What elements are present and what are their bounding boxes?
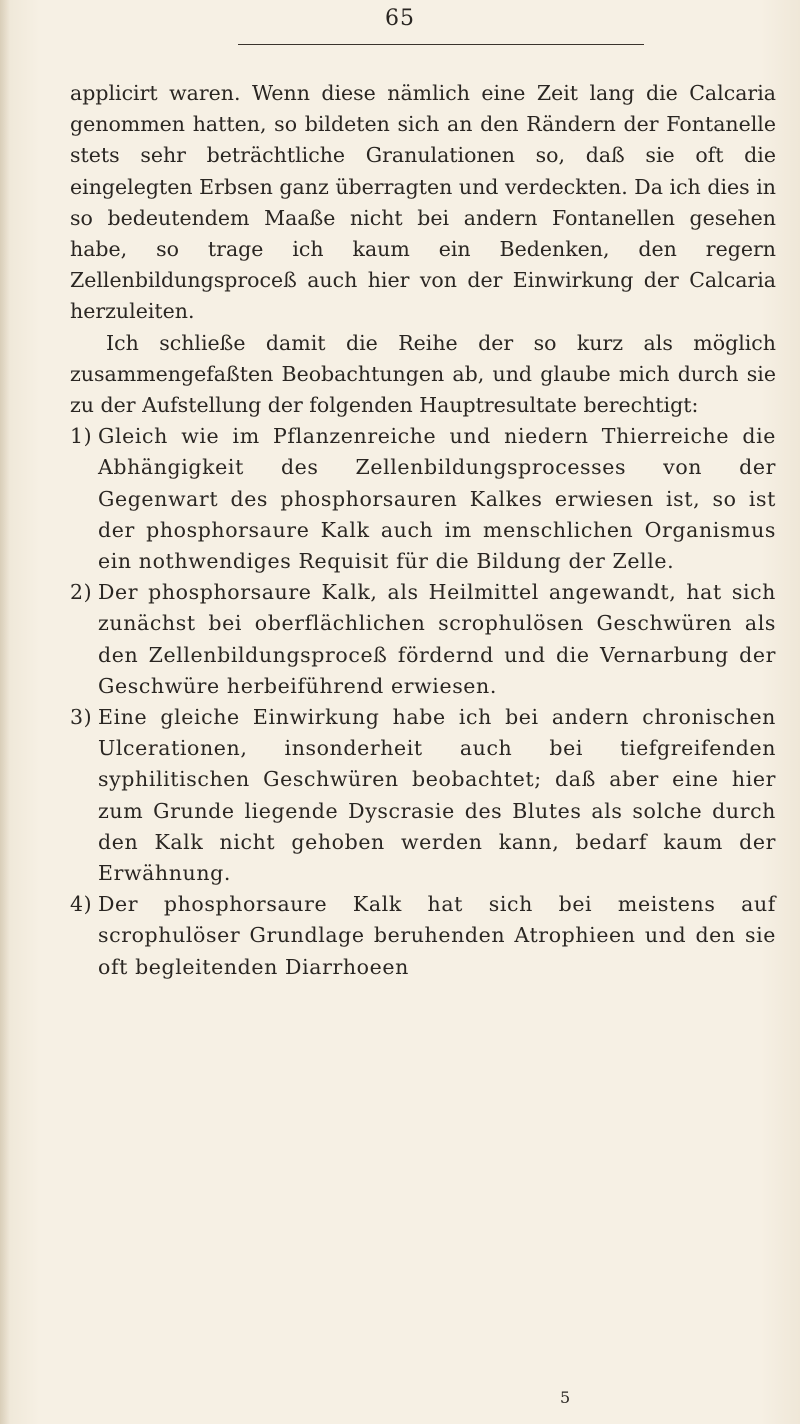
signature-mark: 5 [560,1388,571,1407]
conclusion-text: Eine gleiche Einwirkung habe ich bei andern chronischen Ulcerationen, insonderheit auch bei tiefgreifenden syphilitischen Geschwüren beobachtet; daß aber eine hier zum Grunde liegende Dyscrasie des Blutes als solche durch den Kalk nicht gehoben werden kann, bedarf kaum der Erwähnung. [98,705,776,886]
paragraph-1: applicirt waren. Wenn diese nämlich eine Zeit lang die Calcaria genommen hatten, so bildeten sich an den Rändern der Fontanelle stets sehr beträchtliche Granulationen so, daß sie oft die eingelegten Erbsen ganz überragten und verdeckten. Da ich dies in so bedeutendem Maaße nicht bei andern Fontanellen gesehen habe, so trage ich kaum ein Bedenken, den regern Zellenbildungsproceß auch hier von der Einwirkung der Calcaria herzuleiten. [70,81,776,324]
page-edge-shadow [0,0,10,1424]
conclusion-item [70,577,776,702]
conclusion-item [70,421,776,577]
header-rule [238,44,644,45]
conclusions-list [70,421,776,983]
page-number: 65 [385,6,415,31]
conclusion-text: Der phosphorsaure Kalk hat sich bei meistens auf scrophulöser Grundlage beruhenden Atrophieen und den sie oft begleitenden Diarrhoeen [98,892,776,979]
conclusion-text: Gleich wie im Pflanzenreiche und niedern Thierreiche die Abhängigkeit des Zellenbildungsprocesses von der Gegenwart des phosphorsauren Kalkes erwiesen ist, so ist der phosphorsaure Kalk auch im menschlichen Organismus ein nothwendiges Requisit für die Bildung der Zelle. [98,424,776,574]
conclusion-item [70,889,776,983]
conclusion-item [70,702,776,889]
conclusion-number: 1) [70,424,93,449]
conclusion-number: 4) [70,892,93,917]
conclusion-number: 2) [70,580,93,605]
conclusion-text: Der phosphorsaure Kalk, als Heilmittel angewandt, hat sich zunächst bei oberflächlichen scrophulösen Geschwüren als den Zellenbildungsproceß fördernd und die Vernarbung der Geschwüre herbeiführend erwiesen. [98,580,776,698]
body-text [70,78,776,983]
conclusion-number: 3) [70,705,93,730]
paragraph-2: Ich schließe damit die Reihe der so kurz als möglich zusammengefaßten Beobachtungen ab, und glaube mich durch sie zu der Aufstellung der folgenden Hauptresultate berechtigt: [70,330,776,418]
